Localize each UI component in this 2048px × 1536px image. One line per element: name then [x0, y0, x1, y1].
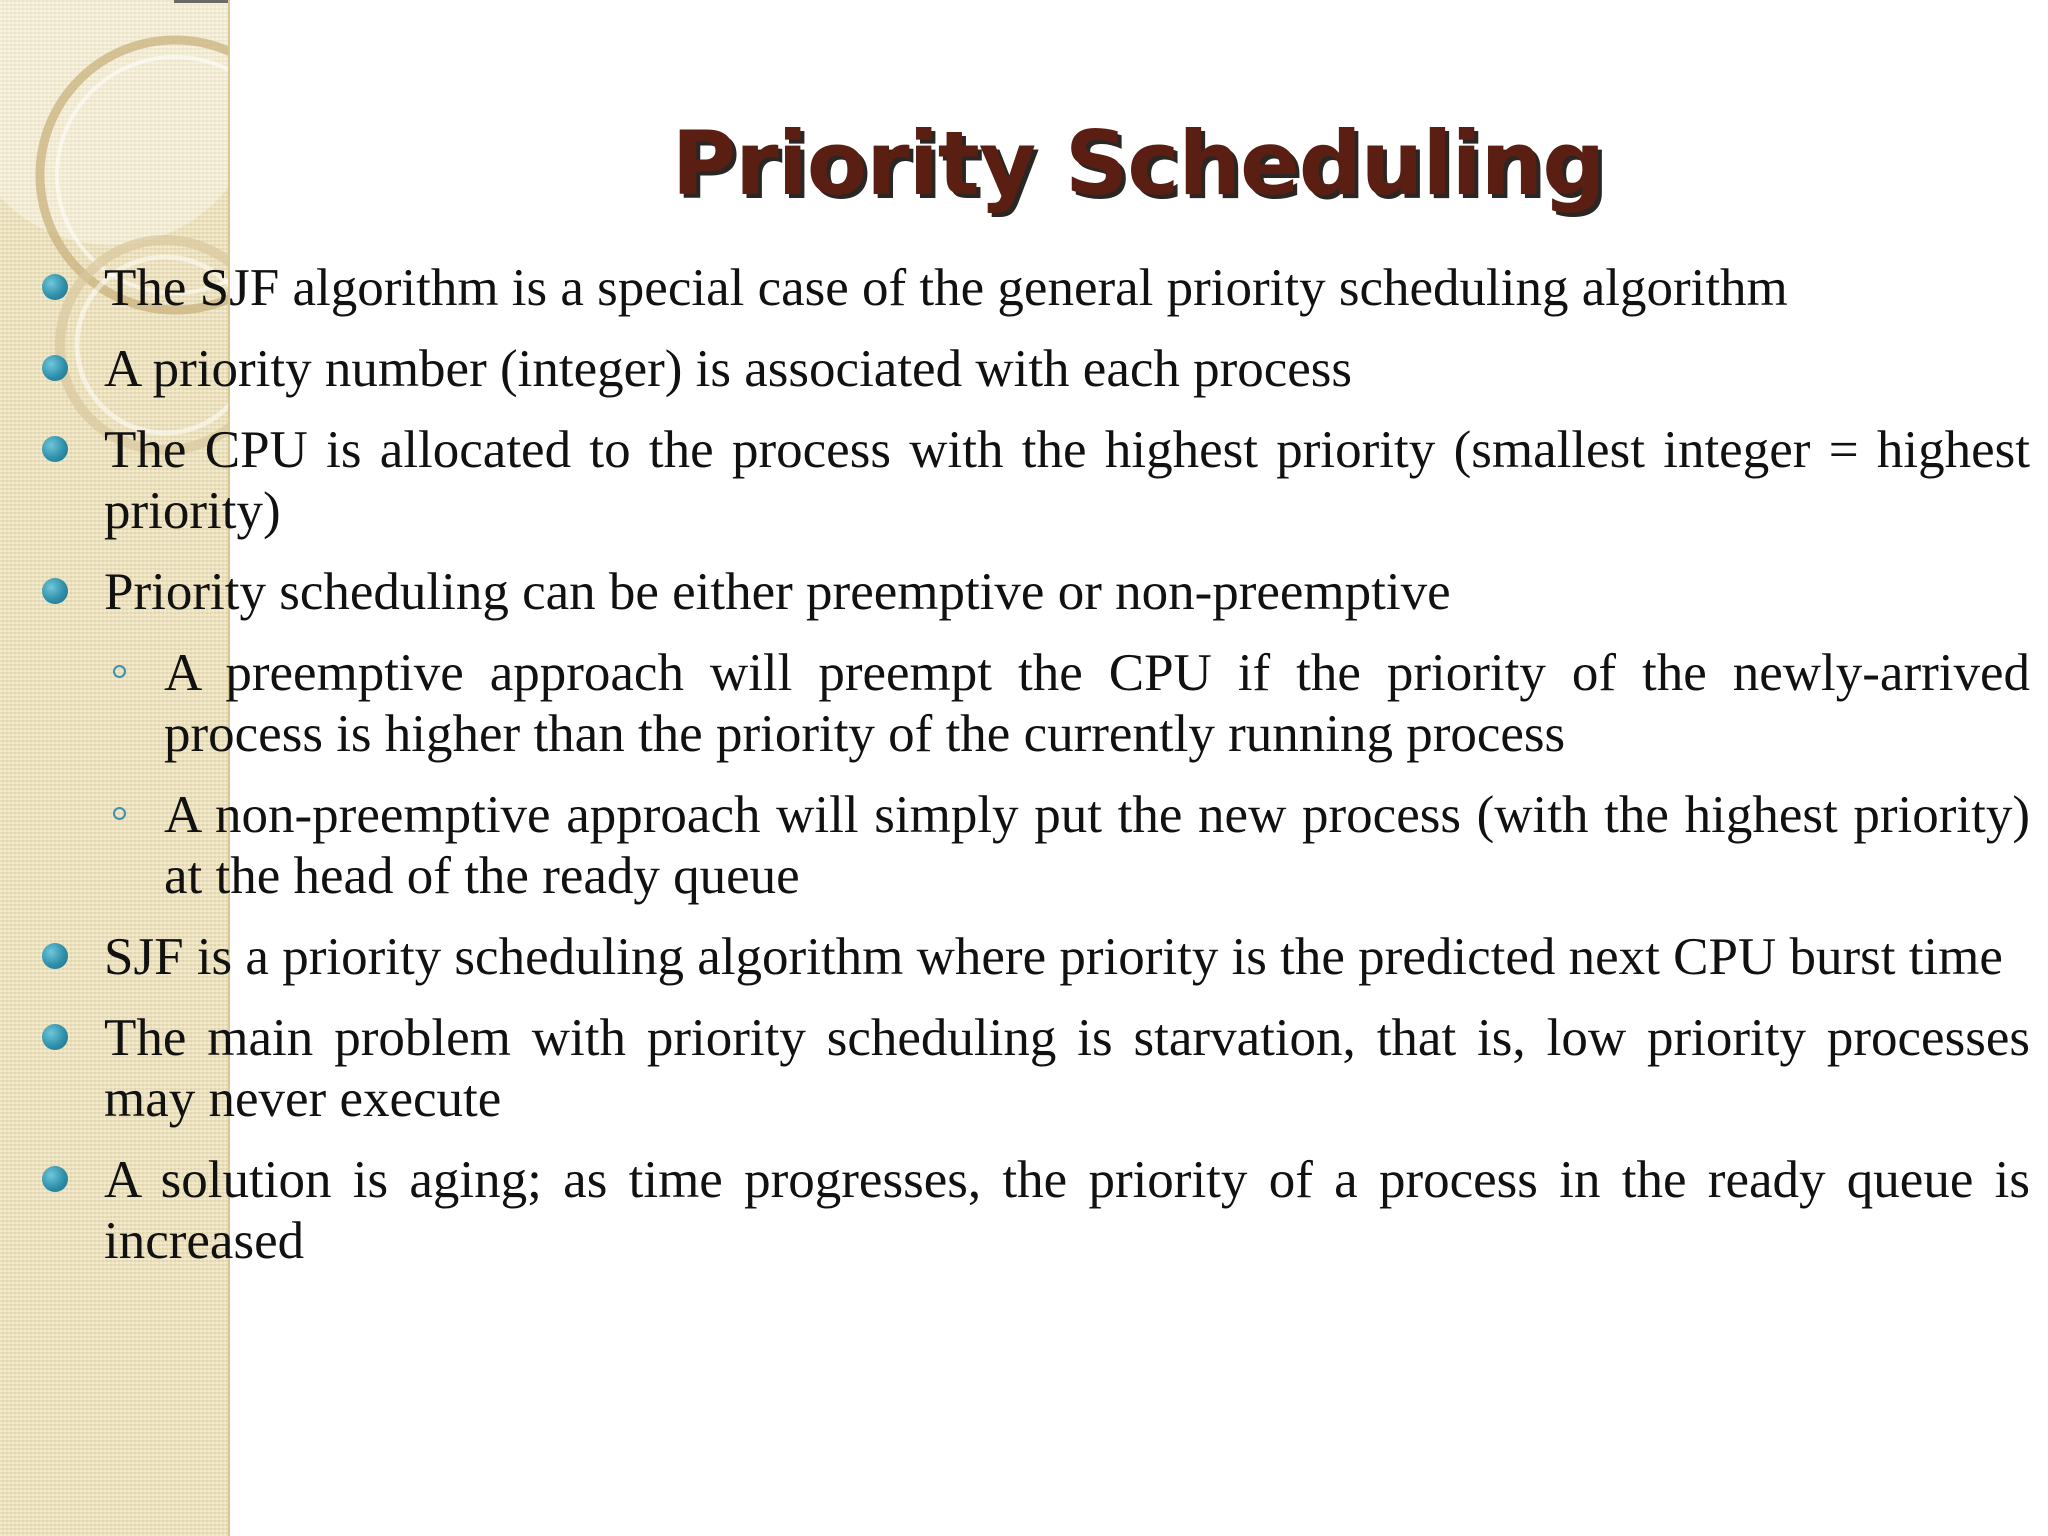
- bullet-item: [0, 562, 2030, 623]
- sub-bullet-text: A preemptive approach will preempt the CPU if the priority of the newly-arrived process is higher than the priority of the currently running process: [164, 644, 2030, 763]
- sub-bullet-item: [0, 785, 2030, 907]
- bullet-item: [0, 1008, 2030, 1130]
- sub-bullet-text: A non-preemptive approach will simply put the new process (with the highest priority) at the head of the ready queue: [164, 786, 2030, 905]
- bullet-text: The CPU is allocated to the process with the highest priority (smallest integer = highest priority): [104, 421, 2030, 540]
- slide-title: Priority Scheduling: [671, 112, 1605, 215]
- bullet-text: The main problem with priority scheduling is starvation, that is, low priority processes may never execute: [104, 1009, 2030, 1128]
- bullet-ring-icon: [113, 665, 126, 678]
- top-edge-mark: [174, 0, 228, 3]
- bullet-dot-icon: [42, 1024, 68, 1050]
- bullet-item: [0, 339, 2030, 400]
- bullet-dot-icon: [42, 1166, 68, 1192]
- bullet-ring-icon: [113, 807, 126, 820]
- sub-bullet-item: [0, 643, 2030, 765]
- bullet-text: The SJF algorithm is a special case of the general priority scheduling algorithm: [104, 259, 1788, 317]
- bullet-item: [0, 927, 2030, 988]
- bullet-dot-icon: [42, 436, 68, 462]
- bullet-item: [0, 1150, 2030, 1272]
- bullet-text: SJF is a priority scheduling algorithm where priority is the predicted next CPU burst time: [104, 928, 2003, 986]
- bullet-dot-icon: [42, 274, 68, 300]
- bullet-list: [0, 258, 2030, 1292]
- bullet-dot-icon: [42, 943, 68, 969]
- bullet-dot-icon: [42, 578, 68, 604]
- bullet-item: [0, 258, 2030, 319]
- bullet-text: Priority scheduling can be either preemptive or non-preemptive: [104, 563, 1451, 621]
- bullet-text: A priority number (integer) is associated with each process: [104, 340, 1353, 398]
- bullet-item: [0, 420, 2030, 542]
- bullet-dot-icon: [42, 355, 68, 381]
- bullet-text: A solution is aging; as time progresses, the priority of a process in the ready queue is increased: [104, 1151, 2030, 1270]
